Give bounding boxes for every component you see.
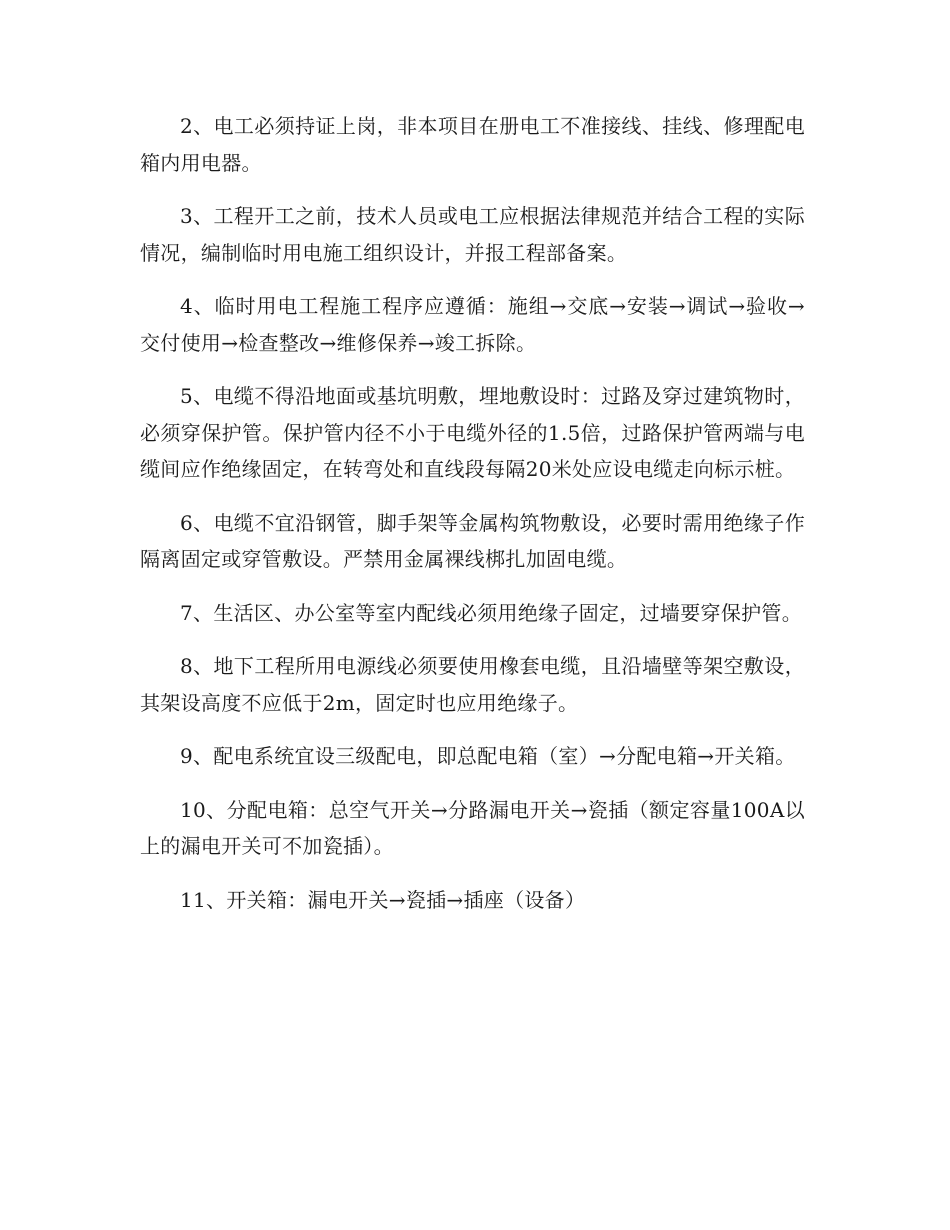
paragraph-5: 5、电缆不得沿地面或基坑明敷，埋地敷设时：过路及穿过建筑物时，必须穿保护管。保护管内径不小于电缆外径的1.5倍，过路保护管两端与电缆间应作绝缘固定，在转弯处和直线段每隔20米处应设电缆走向标示桩。 bbox=[140, 384, 805, 481]
paragraph-7: 7、生活区、办公室等室内配线必须用绝缘子固定，过墙要穿保护管。 bbox=[180, 600, 803, 625]
paragraph-3: 3、工程开工之前，技术人员或电工应根据法律规范并结合工程的实际情况，编制临时用电施工组织设计，并报工程部备案。 bbox=[140, 204, 805, 265]
document-body bbox=[140, 108, 805, 935]
paragraph-4: 4、临时用电工程施工程序应遵循：施组→交底→安装→调试→验收→交付使用→检查整改→维修保养→竣工拆除。 bbox=[140, 294, 805, 355]
paragraph-2: 2、电工必须持证上岗，非本项目在册电工不准接线、挂线、修理配电箱内用电器。 bbox=[140, 114, 805, 175]
paragraph-8: 8、地下工程所用电源线必须要使用橡套电缆，且沿墙壁等架空敷设，其架设高度不应低于2m，固定时也应用绝缘子。 bbox=[140, 654, 805, 715]
paragraph-6: 6、电缆不宜沿钢管，脚手架等金属构筑物敷设，必要时需用绝缘子作隔离固定或穿管敷设。严禁用金属裸线梆扎加固电缆。 bbox=[140, 510, 805, 571]
paragraph-10: 10、分配电箱：总空气开关→分路漏电开关→瓷插（额定容量100A以上的漏电开关可不加瓷插）。 bbox=[140, 797, 805, 858]
paragraph-11: 11、开关箱：漏电开关→瓷插→插座（设备） bbox=[180, 887, 586, 912]
paragraph-9: 9、配电系统宜设三级配电，即总配电箱（室）→分配电箱→开关箱。 bbox=[180, 744, 796, 768]
